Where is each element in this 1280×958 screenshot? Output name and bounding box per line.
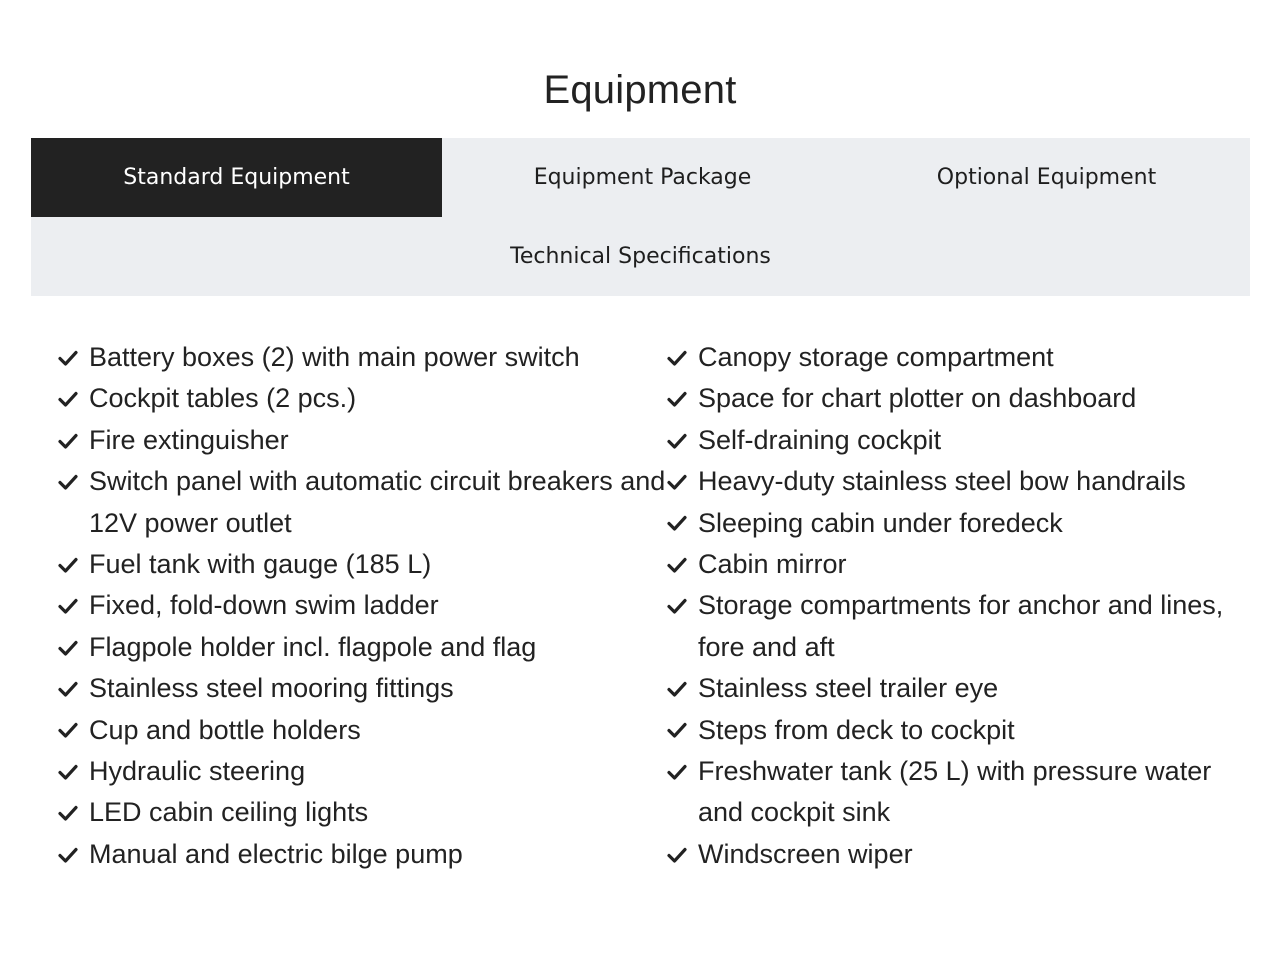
check-icon [667, 544, 698, 585]
check-icon [667, 461, 698, 502]
list-item-text: Storage compartments for anchor and lines, fore and aft [698, 590, 1224, 662]
list-item [667, 420, 1242, 461]
list-item [58, 461, 667, 544]
check-icon [58, 792, 89, 833]
list-item [667, 337, 1242, 378]
check-icon [58, 378, 89, 419]
list-item [58, 710, 667, 751]
check-icon [667, 420, 698, 461]
check-icon [667, 378, 698, 419]
list-item [667, 503, 1242, 544]
list-item-text: Steps from deck to cockpit [698, 714, 1015, 745]
list-item [667, 668, 1242, 709]
list-item [667, 544, 1242, 585]
check-icon [58, 668, 89, 709]
equipment-column-right [667, 337, 1242, 875]
list-item-text: Cockpit tables (2 pcs.) [89, 383, 357, 414]
list-item-text: LED cabin ceiling lights [89, 797, 369, 828]
list-item-text: Stainless steel trailer eye [698, 673, 999, 704]
list-item [58, 585, 667, 626]
list-item-text: Fuel tank with gauge (185 L) [89, 549, 432, 580]
check-icon [58, 585, 89, 626]
list-item-text: Self-draining cockpit [698, 424, 942, 455]
check-icon [58, 751, 89, 792]
list-item-text: Freshwater tank (25 L) with pressure water and cockpit sink [698, 756, 1212, 828]
list-item [58, 337, 667, 378]
list-item-text: Battery boxes (2) with main power switch [89, 342, 580, 372]
list-item [667, 710, 1242, 751]
list-item-text: Canopy storage compartment [698, 342, 1054, 372]
list-item [58, 792, 667, 833]
check-icon [667, 668, 698, 709]
list-item [58, 668, 667, 709]
list-item-text: Manual and electric bilge pump [89, 838, 463, 869]
check-icon [667, 337, 698, 378]
list-item [667, 585, 1242, 668]
tab-optional-equipment[interactable]: Optional Equipment [936, 165, 1157, 190]
check-icon [667, 710, 698, 751]
list-item-text: Fire extinguisher [89, 424, 289, 455]
list-item-text: Flagpole holder incl. flagpole and flag [89, 631, 537, 662]
equipment-column-left [58, 337, 667, 875]
check-icon [58, 834, 89, 875]
list-item [58, 751, 667, 792]
list-item-text: Cup and bottle holders [89, 714, 361, 745]
tab-technical-specifications[interactable]: Technical Specifications [510, 244, 771, 269]
list-item-text: Windscreen wiper [698, 838, 913, 869]
list-item-text: Space for chart plotter on dashboard [698, 383, 1137, 414]
check-icon [58, 710, 89, 751]
equipment-tabs [31, 138, 1250, 296]
list-item-text: Heavy-duty stainless steel bow handrails [698, 466, 1186, 497]
list-item-text: Cabin mirror [698, 549, 847, 580]
list-item [58, 420, 667, 461]
list-item [667, 378, 1242, 419]
check-icon [58, 627, 89, 668]
list-item [667, 834, 1242, 875]
list-item-text: Stainless steel mooring fittings [89, 673, 454, 704]
check-icon [58, 420, 89, 461]
check-icon [58, 544, 89, 585]
list-item [58, 378, 667, 419]
list-item [667, 751, 1242, 834]
check-icon [667, 503, 698, 544]
check-icon [667, 751, 698, 792]
check-icon [667, 834, 698, 875]
tab-equipment-package[interactable]: Equipment Package [533, 165, 752, 190]
tab-standard-equipment[interactable]: Standard Equipment [31, 138, 442, 217]
section-title: Equipment [543, 68, 737, 112]
list-item [667, 461, 1242, 502]
standard-equipment-list [58, 337, 1248, 875]
list-item [58, 544, 667, 585]
list-item [58, 627, 667, 668]
list-item-text: Sleeping cabin under foredeck [698, 507, 1063, 538]
check-icon [58, 337, 89, 378]
list-item-text: Fixed, fold-down swim ladder [89, 590, 439, 621]
list-item-text: Hydraulic steering [89, 756, 306, 787]
list-item [58, 834, 667, 875]
check-icon [58, 461, 89, 502]
list-item-text: Switch panel with automatic circuit breakers and 12V power outlet [89, 466, 666, 538]
check-icon [667, 585, 698, 626]
